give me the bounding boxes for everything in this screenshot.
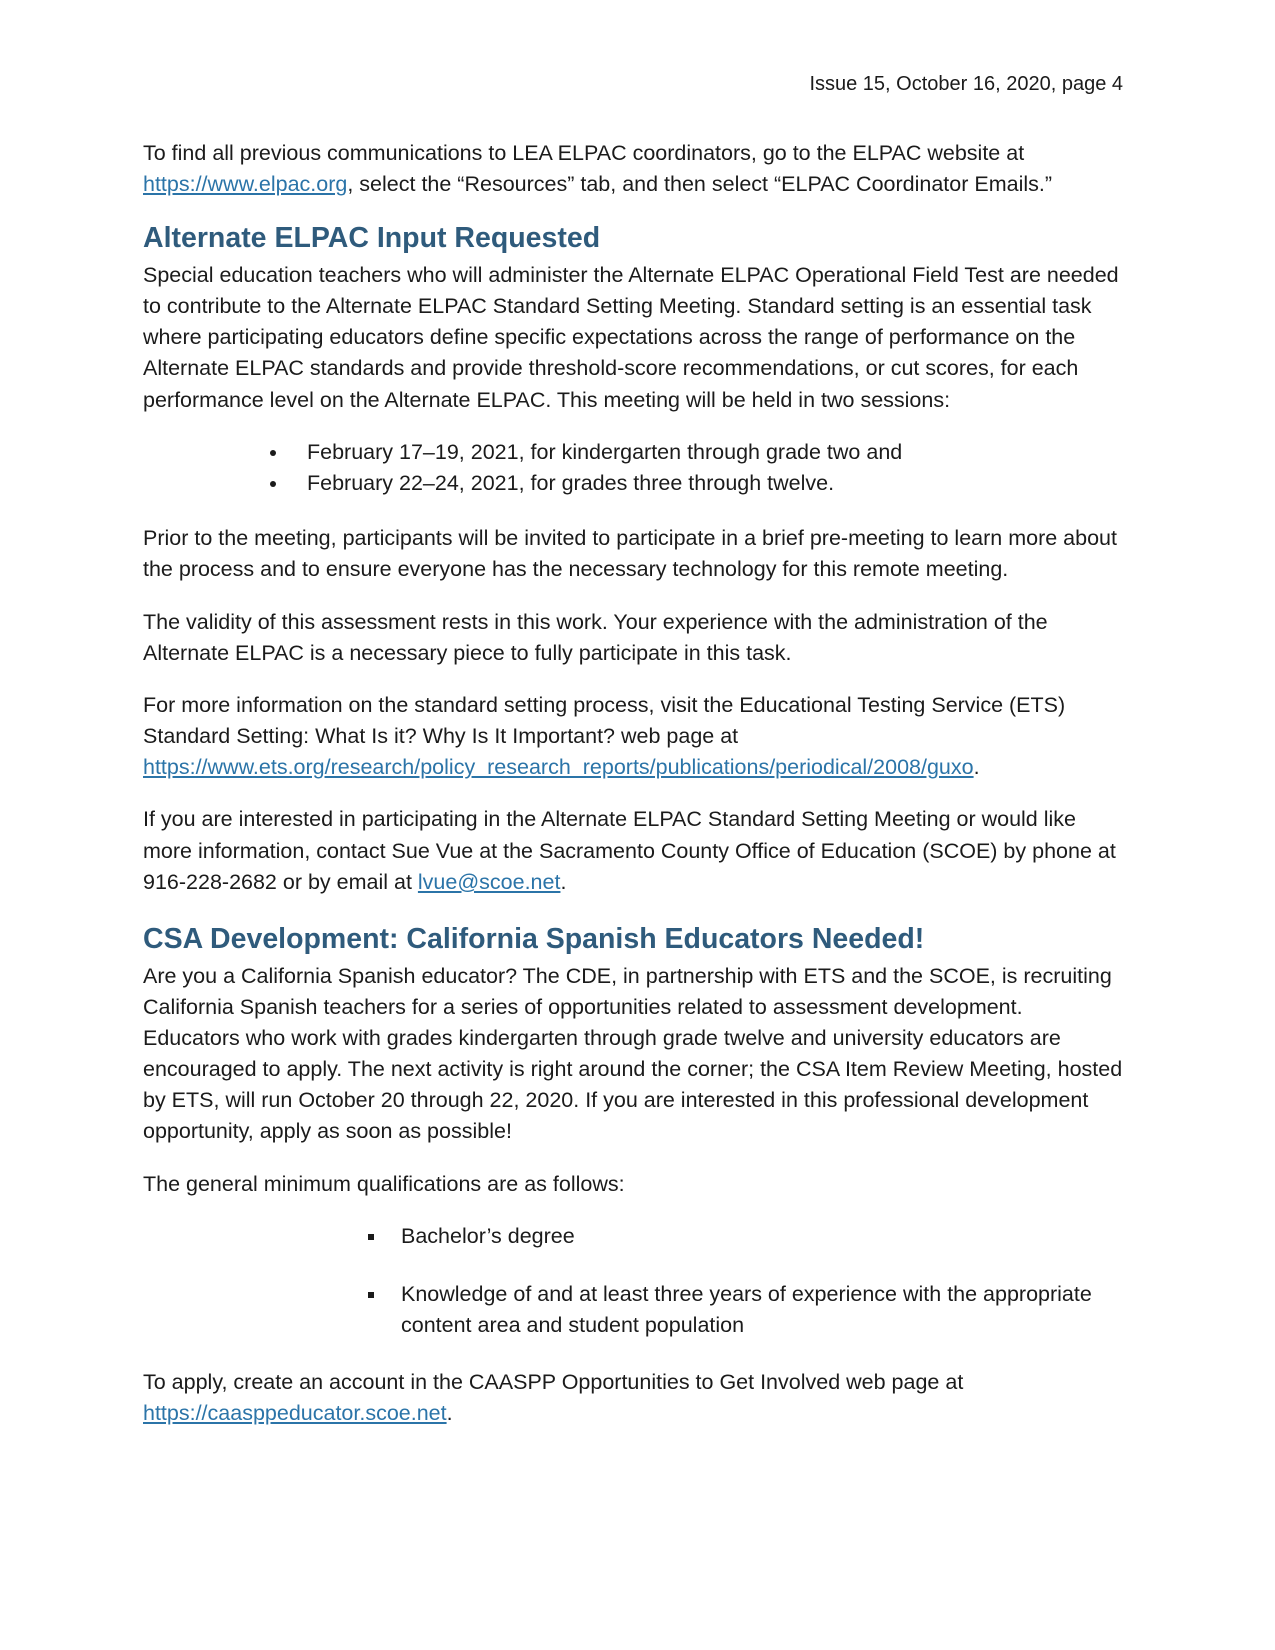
standard-setting-text-before-link: For more information on the standard setting process, visit the Educational Testing Service (ETS) Standard Setting: What Is it? Why Is It Important? web page at xyxy=(143,692,1066,749)
qualifications-list xyxy=(339,1221,1123,1342)
section-heading-alternate-elpac: Alternate ELPAC Input Requested xyxy=(143,222,601,255)
csa-paragraph-1: Are you a California Spanish educator? The CDE, in partnership with ETS and the SCOE, is recruiting California Spanish teachers for a series of opportunities related to assessment development. Educators who work with grades kindergarten through grade twelve and university educators are encouraged to apply. The next activity is right around the corner; the CSA Item Review Meeting, hosted by ETS, will run October 20 through 22, 2020. If you are interested in this professional development opportunity, apply as soon as possible! xyxy=(143,963,1123,1144)
intro-text-before-link: To find all previous communications to LEA ELPAC coordinators, go to the ELPAC website at xyxy=(143,141,1025,165)
elpac-website-link[interactable]: https://www.elpac.org xyxy=(143,172,348,197)
csa-paragraph-2: The general minimum qualifications are as follows: xyxy=(143,1171,625,1196)
page-header xyxy=(143,72,1123,96)
contact-text-before-link: If you are interested in participating in the Alternate ELPAC Standard Setting Meeting or would like more information, contact Sue Vue at the Sacramento County Office of Education (SCOE) by phone at 916-228-2682 or by email at xyxy=(143,807,1116,894)
section-heading-csa-development: CSA Development: California Spanish Educators Needed! xyxy=(143,922,925,955)
alternate-elpac-paragraph-4 xyxy=(143,690,1123,784)
intro-text-after-link: , select the “Resources” tab, and then select “ELPAC Coordinator Emails.” xyxy=(347,172,1052,197)
apply-text-before-link: To apply, create an account in the CAASPP Opportunities to Get Involved web page at xyxy=(143,1370,964,1395)
list-item-session-1: • February 17–19, 2021, for kindergarten through grade two and xyxy=(289,437,1123,468)
sue-vue-email-link[interactable]: lvue@scoe.net xyxy=(417,869,561,894)
alternate-elpac-paragraph-2: Prior to the meeting, participants will be invited to participate in a brief pre-meeting to learn more about the process and to ensure everyone has the necessary technology for this remote meeting. xyxy=(143,526,1117,582)
intro-paragraph xyxy=(143,138,1123,200)
alternate-elpac-paragraph-1: Special education teachers who will administer the Alternate ELPAC Operational Field Test are needed to contribute to the Alternate ELPAC Standard Setting Meeting. Standard setting is an essential task where participating educators define specific expectations across the range of performance on the Alternate ELPAC standards and provide threshold-score recommendations, or cut scores, for each performance level on the Alternate ELPAC. This meeting will be held in two sessions: xyxy=(143,262,1119,412)
list-item-qualification-1: ▪ Bachelor’s degree xyxy=(387,1221,1123,1252)
session-dates-list xyxy=(243,437,1123,499)
document-body xyxy=(143,138,1123,1430)
contact-text-after-link: . xyxy=(560,869,567,894)
alternate-elpac-paragraph-5 xyxy=(143,804,1123,898)
list-item-session-2: • February 22–24, 2021, for grades three through twelve. xyxy=(289,468,1123,499)
apply-text-after-link: . xyxy=(446,1401,453,1426)
standard-setting-text-after-link: . xyxy=(973,755,980,780)
ets-standard-setting-link[interactable]: https://www.ets.org/research/policy_research_reports/publications/periodical/2008/guxo xyxy=(143,755,974,780)
list-item-qualification-2: ▪ Knowledge of and at least three years of experience with the appropriate content area and student population xyxy=(387,1279,1123,1341)
issue-page-line: Issue 15, October 16, 2020, page 4 xyxy=(809,73,1123,95)
alternate-elpac-paragraph-3: The validity of this assessment rests in this work. Your experience with the administration of the Alternate ELPAC is a necessary piece to fully participate in this task. xyxy=(143,609,1048,665)
caaspp-educator-link[interactable]: https://caasppeducator.scoe.net xyxy=(143,1401,447,1426)
csa-paragraph-3 xyxy=(143,1367,1123,1429)
